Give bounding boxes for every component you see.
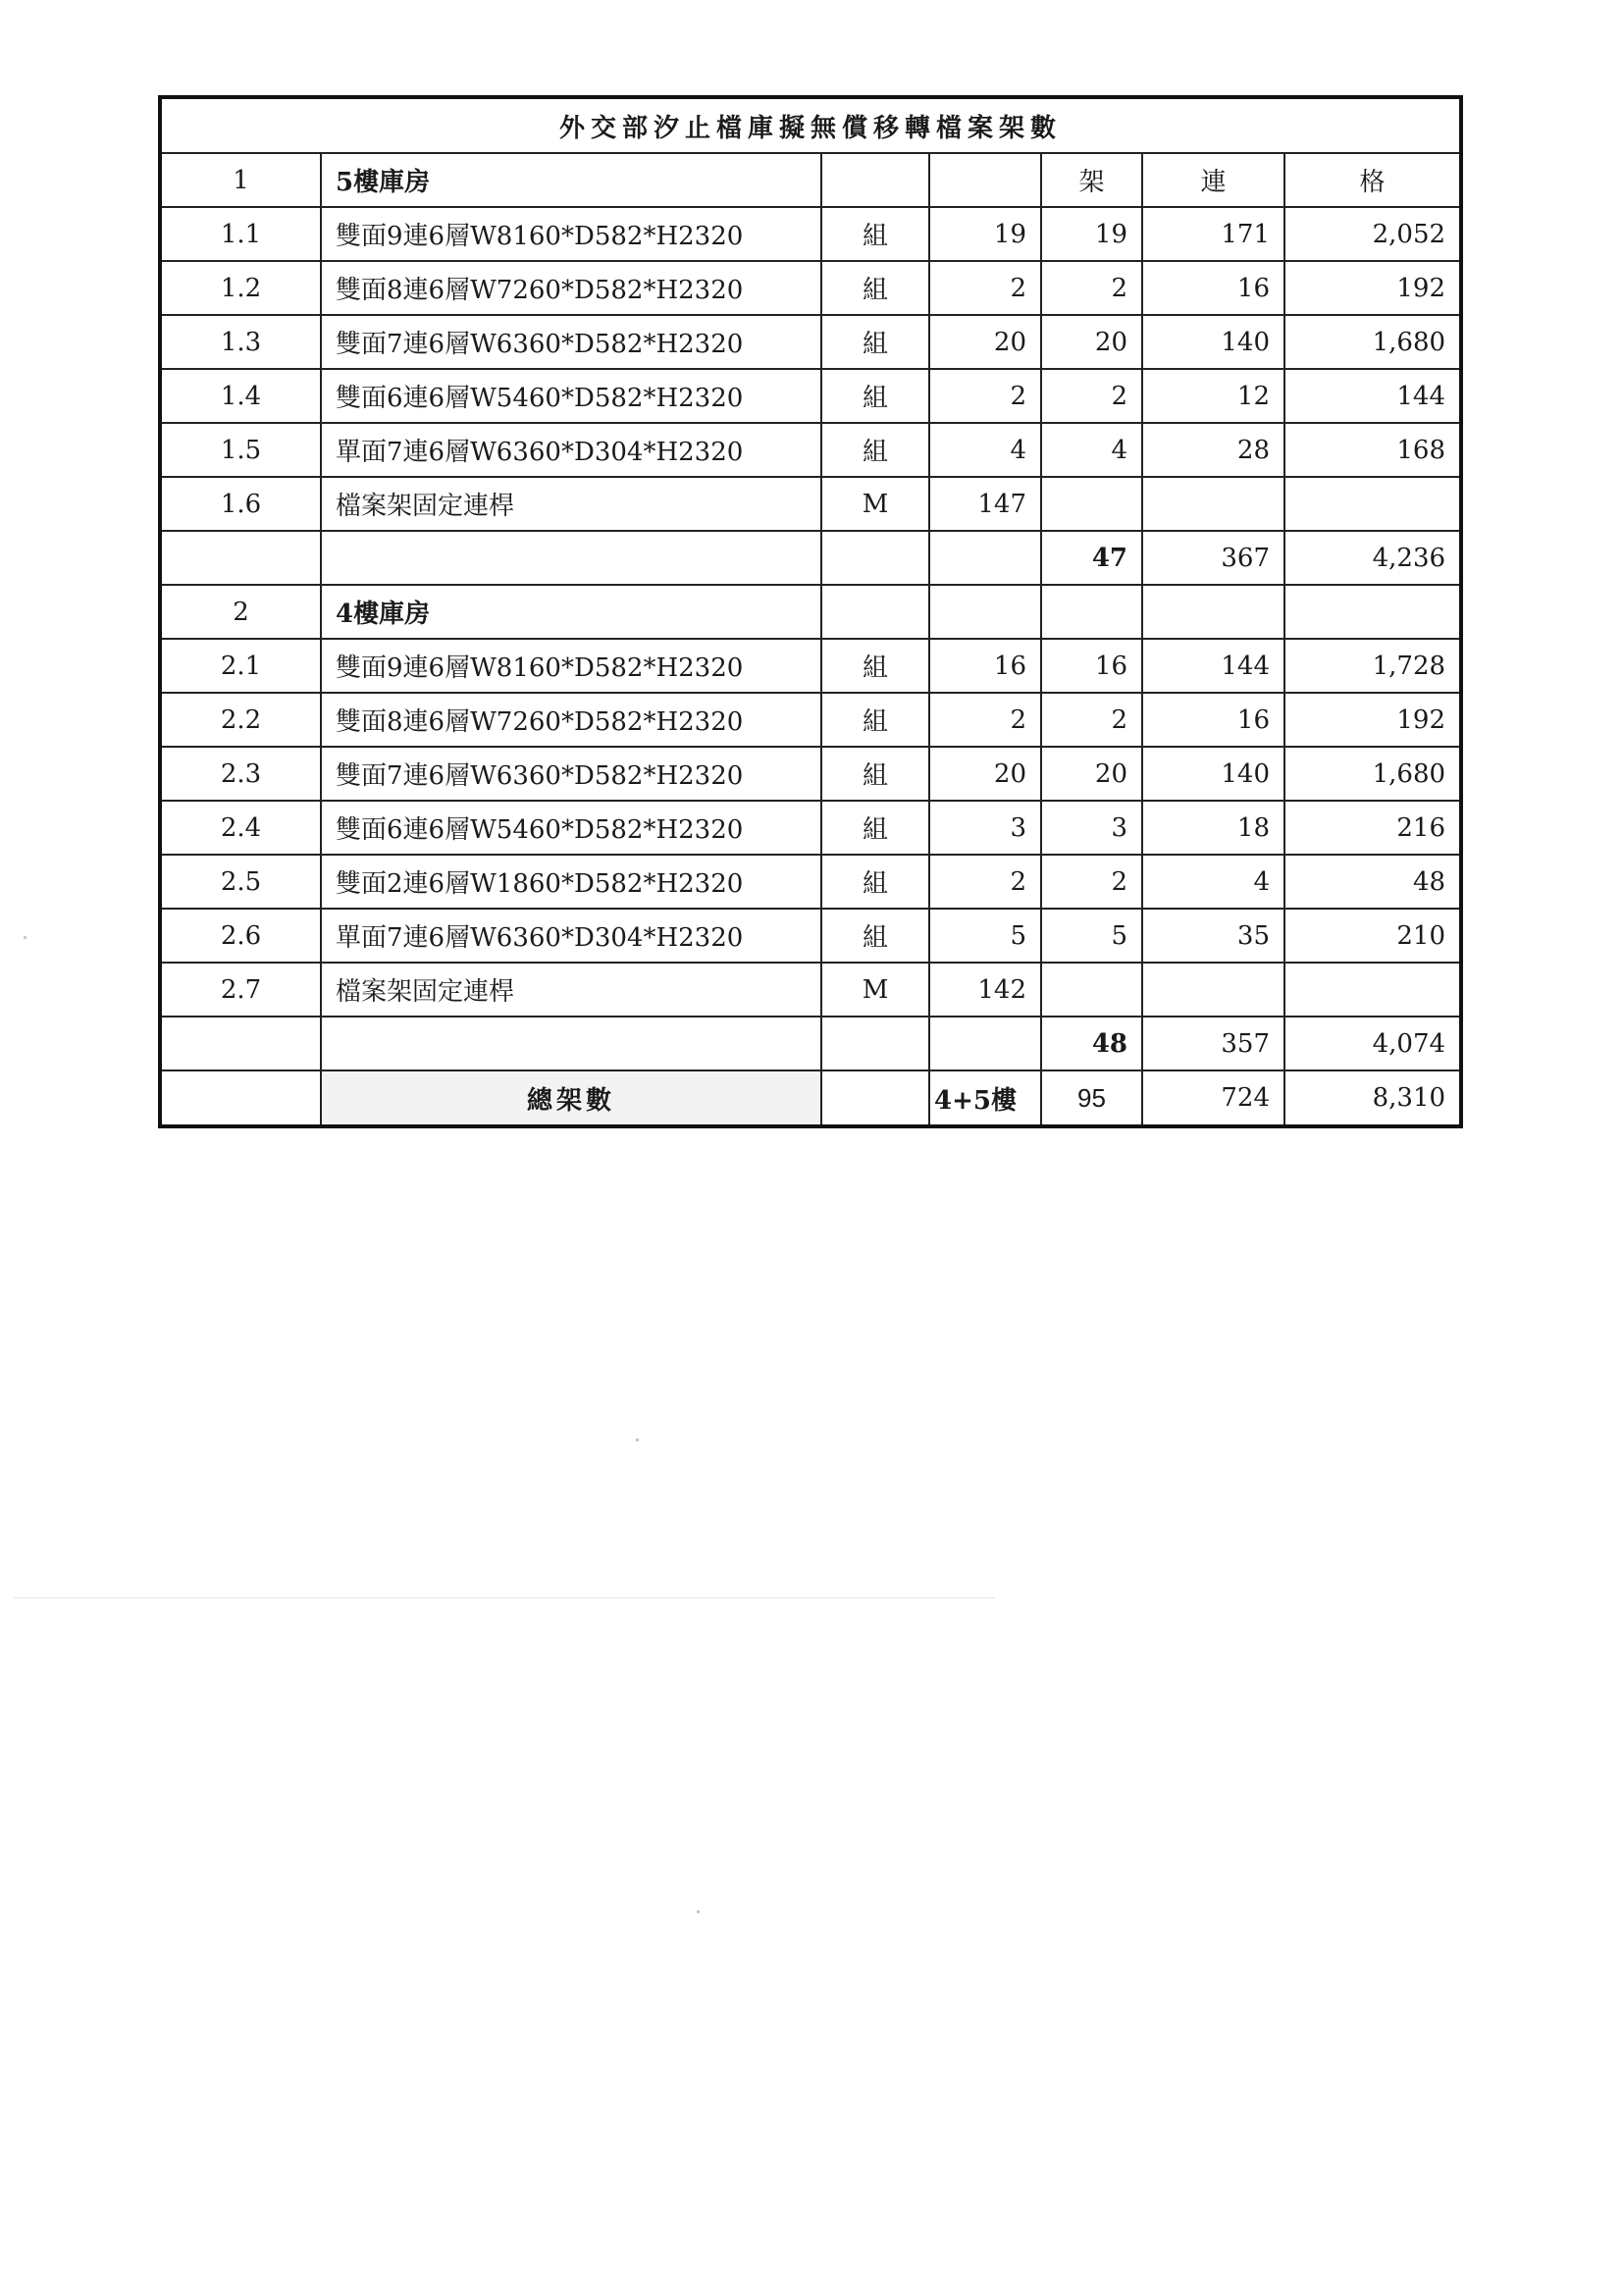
shelf-count-table-frame bbox=[158, 95, 1463, 1128]
item-unit: M bbox=[821, 477, 929, 531]
item-units bbox=[1142, 963, 1284, 1017]
item-units: 16 bbox=[1142, 261, 1284, 315]
section-number: 2 bbox=[162, 585, 321, 639]
item-units: 35 bbox=[1142, 909, 1284, 963]
item-cells: 210 bbox=[1284, 909, 1459, 963]
empty-cell bbox=[321, 531, 821, 585]
section-number: 1 bbox=[162, 153, 321, 207]
item-cells bbox=[1284, 963, 1459, 1017]
item-number: 2.2 bbox=[162, 693, 321, 747]
item-quantity: 20 bbox=[929, 315, 1041, 369]
item-quantity: 2 bbox=[929, 855, 1041, 909]
item-unit: M bbox=[821, 963, 929, 1017]
subtotal-units: 357 bbox=[1142, 1017, 1284, 1070]
table-row bbox=[162, 261, 1459, 315]
item-quantity: 20 bbox=[929, 747, 1041, 801]
column-header-cells: 格 bbox=[1284, 153, 1459, 207]
item-shelves: 2 bbox=[1041, 855, 1142, 909]
item-units: 4 bbox=[1142, 855, 1284, 909]
item-unit: 組 bbox=[821, 639, 929, 693]
item-shelves: 20 bbox=[1041, 747, 1142, 801]
item-units: 144 bbox=[1142, 639, 1284, 693]
table-row bbox=[162, 369, 1459, 423]
title-row bbox=[162, 99, 1459, 153]
empty-cell bbox=[821, 585, 929, 639]
empty-cell bbox=[162, 1070, 321, 1124]
scan-speck bbox=[24, 936, 26, 939]
item-number: 1.2 bbox=[162, 261, 321, 315]
item-quantity: 2 bbox=[929, 693, 1041, 747]
subtotal-shelves: 47 bbox=[1041, 531, 1142, 585]
item-cells: 1,680 bbox=[1284, 747, 1459, 801]
item-unit: 組 bbox=[821, 747, 929, 801]
item-cells: 2,052 bbox=[1284, 207, 1459, 261]
item-units: 140 bbox=[1142, 315, 1284, 369]
item-units: 12 bbox=[1142, 369, 1284, 423]
subtotal-row bbox=[162, 1017, 1459, 1070]
item-cells: 192 bbox=[1284, 261, 1459, 315]
table-row bbox=[162, 963, 1459, 1017]
item-quantity: 16 bbox=[929, 639, 1041, 693]
empty-cell bbox=[929, 1017, 1041, 1070]
item-description: 雙面9連6層W8160*D582*H2320 bbox=[321, 639, 821, 693]
empty-cell bbox=[821, 153, 929, 207]
item-quantity: 2 bbox=[929, 261, 1041, 315]
empty-cell bbox=[929, 531, 1041, 585]
item-shelves: 3 bbox=[1041, 801, 1142, 855]
empty-cell bbox=[821, 1017, 929, 1070]
grand-total-cells: 8,310 bbox=[1284, 1070, 1459, 1124]
column-header-units: 連 bbox=[1142, 153, 1284, 207]
item-shelves: 16 bbox=[1041, 639, 1142, 693]
subtotal-cells: 4,074 bbox=[1284, 1017, 1459, 1070]
scan-line bbox=[14, 1597, 995, 1598]
empty-cell bbox=[929, 153, 1041, 207]
item-description: 雙面6連6層W5460*D582*H2320 bbox=[321, 369, 821, 423]
item-description: 雙面6連6層W5460*D582*H2320 bbox=[321, 801, 821, 855]
empty-cell bbox=[321, 1017, 821, 1070]
grand-total-shelves: 95 bbox=[1041, 1070, 1142, 1124]
item-cells: 192 bbox=[1284, 693, 1459, 747]
item-cells: 216 bbox=[1284, 801, 1459, 855]
item-shelves: 2 bbox=[1041, 261, 1142, 315]
item-number: 2.6 bbox=[162, 909, 321, 963]
section-name: 5樓庫房 bbox=[321, 153, 821, 207]
item-shelves: 2 bbox=[1041, 693, 1142, 747]
grand-total-label: 總架數 bbox=[321, 1070, 821, 1124]
item-shelves: 2 bbox=[1041, 369, 1142, 423]
empty-cell bbox=[1142, 585, 1284, 639]
item-unit: 組 bbox=[821, 207, 929, 261]
empty-cell bbox=[821, 1070, 929, 1124]
section-name: 4樓庫房 bbox=[321, 585, 821, 639]
item-quantity: 3 bbox=[929, 801, 1041, 855]
item-number: 2.1 bbox=[162, 639, 321, 693]
item-unit: 組 bbox=[821, 315, 929, 369]
item-description: 雙面2連6層W1860*D582*H2320 bbox=[321, 855, 821, 909]
item-description: 雙面8連6層W7260*D582*H2320 bbox=[321, 261, 821, 315]
item-description: 單面7連6層W6360*D304*H2320 bbox=[321, 909, 821, 963]
item-description: 單面7連6層W6360*D304*H2320 bbox=[321, 423, 821, 477]
empty-cell bbox=[162, 531, 321, 585]
table-row bbox=[162, 747, 1459, 801]
item-quantity: 147 bbox=[929, 477, 1041, 531]
table-row bbox=[162, 693, 1459, 747]
item-quantity: 19 bbox=[929, 207, 1041, 261]
item-units: 140 bbox=[1142, 747, 1284, 801]
table-row bbox=[162, 423, 1459, 477]
empty-cell bbox=[1041, 585, 1142, 639]
grand-total-floors: 4+5樓 bbox=[929, 1070, 1041, 1124]
subtotal-units: 367 bbox=[1142, 531, 1284, 585]
item-units: 171 bbox=[1142, 207, 1284, 261]
item-number: 1.4 bbox=[162, 369, 321, 423]
empty-cell bbox=[1284, 585, 1459, 639]
item-description: 雙面8連6層W7260*D582*H2320 bbox=[321, 693, 821, 747]
item-cells: 144 bbox=[1284, 369, 1459, 423]
grand-total-row bbox=[162, 1070, 1459, 1124]
table-row bbox=[162, 315, 1459, 369]
item-quantity: 142 bbox=[929, 963, 1041, 1017]
subtotal-row bbox=[162, 531, 1459, 585]
scan-speck bbox=[636, 1438, 639, 1441]
item-cells: 1,728 bbox=[1284, 639, 1459, 693]
table-row bbox=[162, 909, 1459, 963]
item-description: 雙面7連6層W6360*D582*H2320 bbox=[321, 315, 821, 369]
section-header-row bbox=[162, 153, 1459, 207]
page-title: 外交部汐止檔庫擬無償移轉檔案架數 bbox=[162, 99, 1459, 153]
item-number: 2.5 bbox=[162, 855, 321, 909]
table-row bbox=[162, 801, 1459, 855]
item-number: 1.3 bbox=[162, 315, 321, 369]
item-shelves bbox=[1041, 477, 1142, 531]
item-description: 雙面9連6層W8160*D582*H2320 bbox=[321, 207, 821, 261]
item-unit: 組 bbox=[821, 261, 929, 315]
grand-total-units: 724 bbox=[1142, 1070, 1284, 1124]
item-number: 1.5 bbox=[162, 423, 321, 477]
empty-cell bbox=[162, 1017, 321, 1070]
item-number: 2.4 bbox=[162, 801, 321, 855]
item-description: 雙面7連6層W6360*D582*H2320 bbox=[321, 747, 821, 801]
item-unit: 組 bbox=[821, 693, 929, 747]
scan-speck bbox=[697, 1910, 700, 1913]
item-units: 28 bbox=[1142, 423, 1284, 477]
item-cells: 168 bbox=[1284, 423, 1459, 477]
table-row bbox=[162, 855, 1459, 909]
item-shelves: 4 bbox=[1041, 423, 1142, 477]
item-unit: 組 bbox=[821, 369, 929, 423]
item-units bbox=[1142, 477, 1284, 531]
item-unit: 組 bbox=[821, 801, 929, 855]
item-number: 1.1 bbox=[162, 207, 321, 261]
item-description: 檔案架固定連桿 bbox=[321, 477, 821, 531]
item-cells: 48 bbox=[1284, 855, 1459, 909]
table-row bbox=[162, 639, 1459, 693]
item-description: 檔案架固定連桿 bbox=[321, 963, 821, 1017]
item-quantity: 4 bbox=[929, 423, 1041, 477]
subtotal-shelves: 48 bbox=[1041, 1017, 1142, 1070]
empty-cell bbox=[929, 585, 1041, 639]
table-row bbox=[162, 477, 1459, 531]
item-cells: 1,680 bbox=[1284, 315, 1459, 369]
table-row bbox=[162, 207, 1459, 261]
subtotal-cells: 4,236 bbox=[1284, 531, 1459, 585]
item-quantity: 5 bbox=[929, 909, 1041, 963]
empty-cell bbox=[821, 531, 929, 585]
item-quantity: 2 bbox=[929, 369, 1041, 423]
item-shelves: 20 bbox=[1041, 315, 1142, 369]
item-unit: 組 bbox=[821, 909, 929, 963]
item-unit: 組 bbox=[821, 423, 929, 477]
shelf-count-table bbox=[162, 99, 1459, 1124]
section-header-row bbox=[162, 585, 1459, 639]
item-number: 2.3 bbox=[162, 747, 321, 801]
item-units: 16 bbox=[1142, 693, 1284, 747]
item-cells bbox=[1284, 477, 1459, 531]
item-units: 18 bbox=[1142, 801, 1284, 855]
item-shelves: 5 bbox=[1041, 909, 1142, 963]
item-number: 1.6 bbox=[162, 477, 321, 531]
column-header-shelves: 架 bbox=[1041, 153, 1142, 207]
item-unit: 組 bbox=[821, 855, 929, 909]
item-shelves bbox=[1041, 963, 1142, 1017]
item-number: 2.7 bbox=[162, 963, 321, 1017]
item-shelves: 19 bbox=[1041, 207, 1142, 261]
